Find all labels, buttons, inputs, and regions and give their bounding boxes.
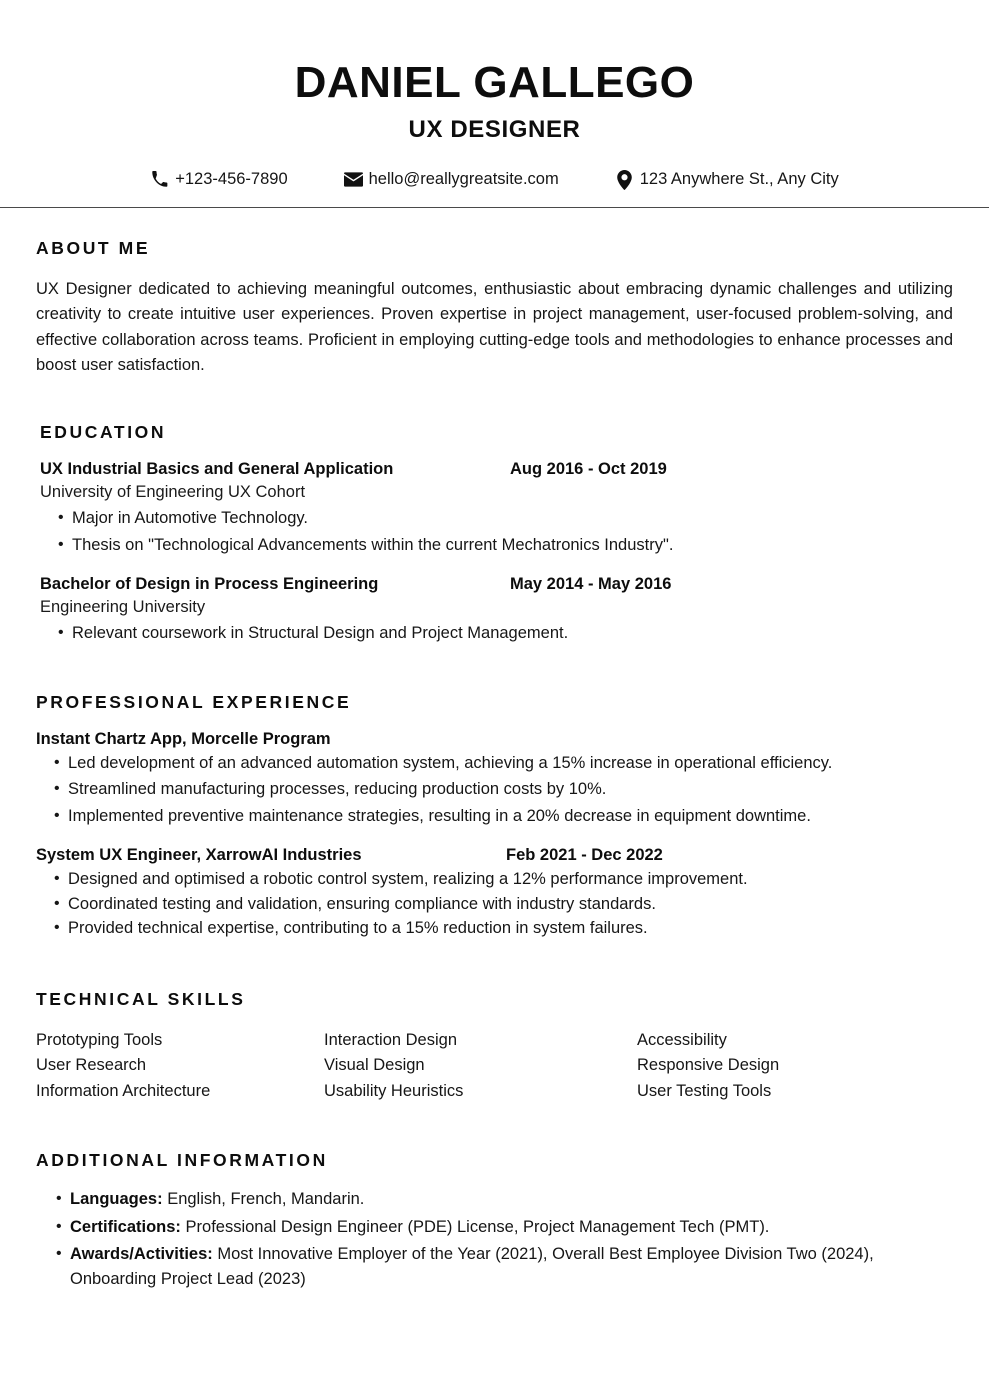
skill-item: Prototyping Tools [36, 1031, 163, 1050]
skill-item: Responsive Design [637, 1056, 780, 1075]
list-item: • Implemented preventive maintenance strategies, resulting in a 20% decrease in equipment downtime. [36, 804, 953, 829]
skill-item: Accessibility [637, 1031, 727, 1050]
experience-entry [36, 730, 953, 829]
location-pin-icon [615, 170, 634, 189]
experience-bullet-list [36, 751, 953, 829]
list-item [36, 1215, 953, 1240]
education-institution: Engineering University [40, 597, 206, 616]
education-date: Aug 2016 - Oct 2019 [510, 460, 667, 479]
phone-icon [150, 170, 169, 189]
list-item: • Relevant coursework in Structural Design and Project Management. [40, 621, 953, 646]
info-value: English, French, Mandarin. [162, 1189, 365, 1208]
section-additional-information [36, 1104, 953, 1292]
section-professional-experience [36, 646, 953, 942]
info-label: Certifications: [70, 1217, 181, 1236]
list-item: • Led development of an advanced automation system, achieving a 15% increase in operational efficiency. [36, 751, 953, 776]
section-heading-education: EDUCATION [40, 422, 167, 443]
contact-phone[interactable] [150, 170, 287, 189]
education-entry [40, 460, 953, 558]
education-degree: UX Industrial Basics and General Application [40, 460, 394, 479]
section-about-me [36, 208, 953, 378]
section-heading-about-me: ABOUT ME [36, 238, 151, 259]
experience-entry-head [36, 846, 953, 865]
list-item: • Thesis on "Technological Advancements within the current Mechatronics Industry". [40, 533, 953, 558]
section-technical-skills [36, 941, 953, 1104]
skill-item: Interaction Design [324, 1031, 457, 1050]
education-entry-head [40, 575, 953, 594]
list-item: • Streamlined manufacturing processes, reducing production costs by 10%. [36, 777, 953, 802]
resume-header [0, 0, 989, 207]
envelope-icon [344, 170, 363, 189]
section-heading-skills: TECHNICAL SKILLS [36, 989, 246, 1010]
info-label: Languages: [70, 1189, 163, 1208]
contact-address-text: 123 Anywhere St., Any City [639, 170, 839, 189]
education-degree: Bachelor of Design in Process Engineering [40, 574, 379, 593]
education-entry [40, 575, 953, 646]
experience-entry-head [36, 730, 953, 749]
education-bullet-list [40, 506, 953, 558]
list-item: • Coordinated testing and validation, ensuring compliance with industry standards. [36, 892, 953, 917]
contact-email[interactable] [344, 170, 559, 189]
additional-info-list [36, 1187, 953, 1292]
skill-item: Usability Heuristics [324, 1081, 464, 1100]
experience-role: System UX Engineer, XarrowAI Industries [36, 845, 362, 864]
section-heading-additional: ADDITIONAL INFORMATION [36, 1149, 328, 1170]
skills-grid [36, 1028, 953, 1104]
list-item: • Designed and optimised a robotic control system, realizing a 12% performance improvement. [36, 867, 953, 892]
resume-body [0, 208, 989, 1332]
contact-row [36, 170, 953, 207]
skill-item: Visual Design [324, 1056, 425, 1075]
list-item [36, 1242, 953, 1292]
contact-address[interactable] [615, 170, 839, 189]
list-item [36, 1187, 953, 1212]
contact-email-text: hello@reallygreatsite.com [368, 170, 559, 189]
section-education [36, 378, 953, 645]
skill-item: User Testing Tools [637, 1081, 772, 1100]
experience-date: Feb 2021 - Dec 2022 [506, 845, 663, 864]
experience-entry [36, 846, 953, 941]
info-label: Awards/Activities: [70, 1245, 213, 1264]
experience-bullet-list [36, 867, 953, 941]
list-item: • Provided technical expertise, contributing to a 15% reduction in system failures. [36, 916, 953, 941]
about-me-paragraph: UX Designer dedicated to achieving meaningful outcomes, enthusiastic about embracing dynamic challenges and utilizing creativity to create intuitive user experiences. Proven expertise in project management, user-focused problem-solving, and effective collaboration across teams. Proficient in employing cutting-edge tools and methodologies to enhance processes and boost user satisfaction. [36, 280, 953, 374]
info-value: Professional Design Engineer (PDE) License, Project Management Tech (PMT). [180, 1217, 770, 1236]
contact-phone-text: +123-456-7890 [175, 170, 288, 189]
skill-item: Information Architecture [36, 1081, 211, 1100]
info-value: Most Innovative Employer of the Year (2021), Overall Best Employee Division Two (2024), Onboarding Project Lead (2023) [70, 1245, 874, 1289]
education-entry-head [40, 460, 953, 479]
education-date: May 2014 - May 2016 [510, 574, 672, 593]
job-title-subtitle: UX DESIGNER [408, 116, 581, 144]
experience-role: Instant Chartz App, Morcelle Program [36, 729, 331, 748]
page-title: DANIEL GALLEGO [294, 58, 695, 107]
list-item: • Major in Automotive Technology. [40, 506, 953, 531]
education-institution: University of Engineering UX Cohort [40, 483, 306, 502]
section-heading-experience: PROFESSIONAL EXPERIENCE [36, 691, 352, 712]
skill-item: User Research [36, 1056, 147, 1075]
education-bullet-list [40, 621, 953, 646]
